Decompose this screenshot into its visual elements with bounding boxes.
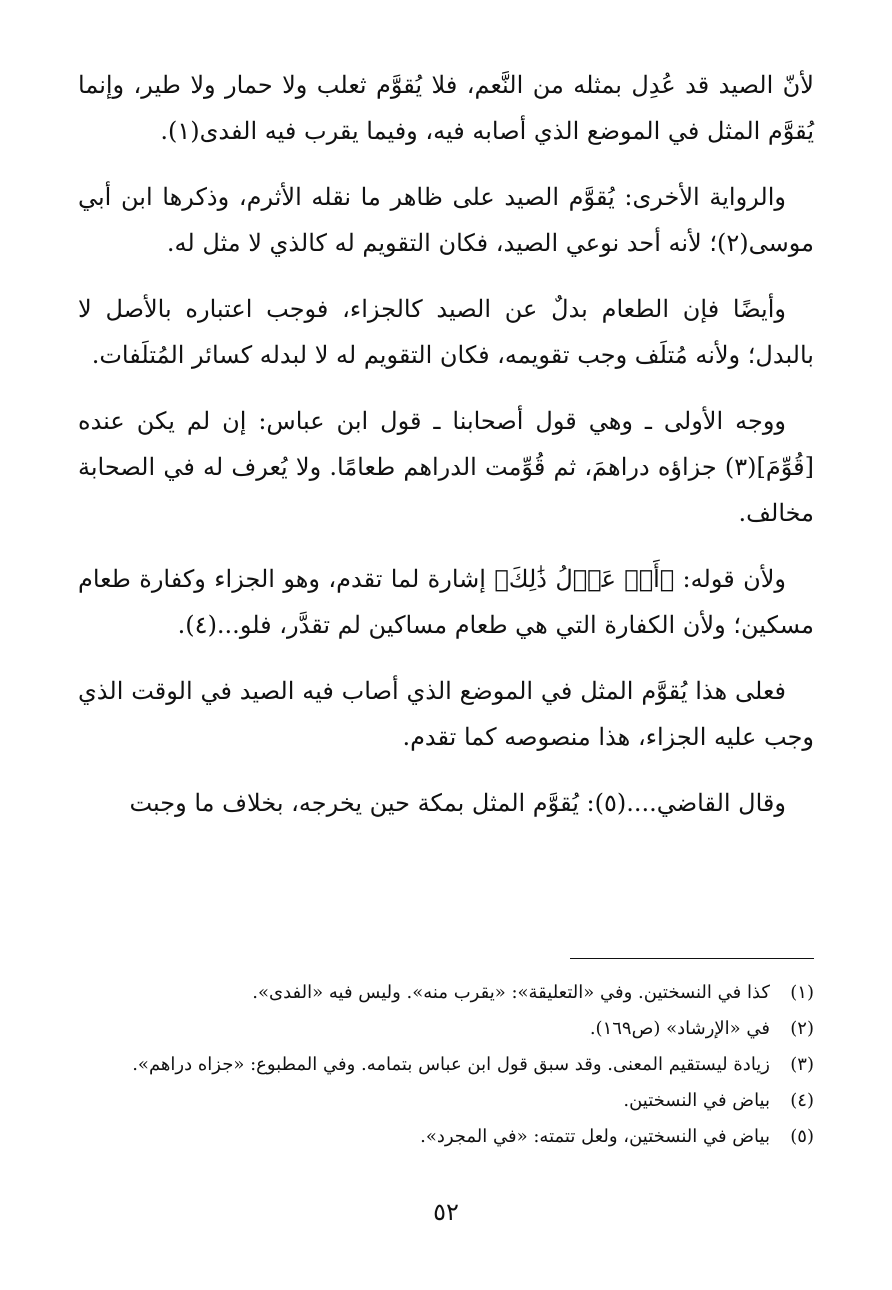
paragraph-2: والرواية الأخرى: يُقوَّم الصيد على ظاهر ما نقله الأثرم، وذكرها ابن أبي موسى(٢)؛ لأنه أحد نوعي الصيد، فكان التقويم له كالذي لا مثل له. bbox=[78, 183, 814, 257]
page-number: ٥٢ bbox=[433, 1198, 459, 1226]
footnote-text: زيادة ليستقيم المعنى. وقد سبق قول ابن عباس بتمامه. وفي المطبوع: «جزاه دراهم». bbox=[132, 1054, 770, 1075]
footnotes bbox=[78, 975, 814, 1155]
paragraph-3: وأيضًا فإن الطعام بدلٌ عن الصيد كالجزاء، فوجب اعتباره بالأصل لا بالبدل؛ ولأنه مُتلَف وجب تقويمه، فكان التقويم له لا لبدله كسائر المُتلَفات. bbox=[78, 295, 814, 369]
footnote-text: كذا في النسختين. وفي «التعليقة»: «يقرب منه». وليس فيه «الفدى». bbox=[252, 982, 770, 1003]
paragraph-6: فعلى هذا يُقوَّم المثل في الموضع الذي أصاب فيه الصيد في الوقت الذي وجب عليه الجزاء، هذا منصوصه كما تقدم. bbox=[78, 677, 814, 751]
paragraph-4: ووجه الأولى ـ وهي قول أصحابنا ـ قول ابن عباس: إن لم يكن عنده [قُوِّمَ](٣) جزاؤه دراهمَ، ثم قُوِّمت الدراهم طعامًا. ولا يُعرف له في الصحابة مخالف. bbox=[78, 407, 814, 527]
paragraph-5: ولأن قوله: ﴿أَوۡ عَدۡلُ ذَٰلِكَ﴾ إشارة لما تقدم، وهو الجزاء وكفارة طعام مسكين؛ ولأن الكفارة التي هي طعام مساكين لم تقدَّر، فلو...(٤). bbox=[78, 565, 814, 639]
footnote-4 bbox=[78, 1083, 814, 1119]
footnote-number: (٣) bbox=[790, 1054, 814, 1075]
footnote-separator bbox=[570, 958, 814, 959]
footnote-number: (٢) bbox=[790, 1018, 814, 1039]
footnote-text: بياض في النسختين، ولعل تتمته: «في المجرد». bbox=[420, 1126, 770, 1147]
footnote-text: في «الإرشاد» (ص١٦٩). bbox=[589, 1018, 770, 1039]
footnote-5 bbox=[78, 1119, 814, 1155]
main-text bbox=[78, 62, 814, 846]
footnote-number: (١) bbox=[790, 982, 814, 1003]
footnote-text: بياض في النسختين. bbox=[623, 1090, 770, 1111]
footnote-2 bbox=[78, 1011, 814, 1047]
footnote-1 bbox=[78, 975, 814, 1011]
footnote-3 bbox=[78, 1047, 814, 1083]
paragraph-7: وقال القاضي....(٥): يُقوَّم المثل بمكة حين يخرجه، بخلاف ما وجبت bbox=[129, 789, 786, 817]
footnote-number: (٤) bbox=[790, 1090, 814, 1111]
paragraph-1: لأنّ الصيد قد عُدِل بمثله من النَّعم، فلا يُقوَّم ثعلب ولا حمار ولا طير، وإنما يُقوَّم المثل في الموضع الذي أصابه فيه، وفيما يقرب فيه الفدى(١). bbox=[78, 71, 814, 145]
footnote-number: (٥) bbox=[790, 1126, 814, 1147]
